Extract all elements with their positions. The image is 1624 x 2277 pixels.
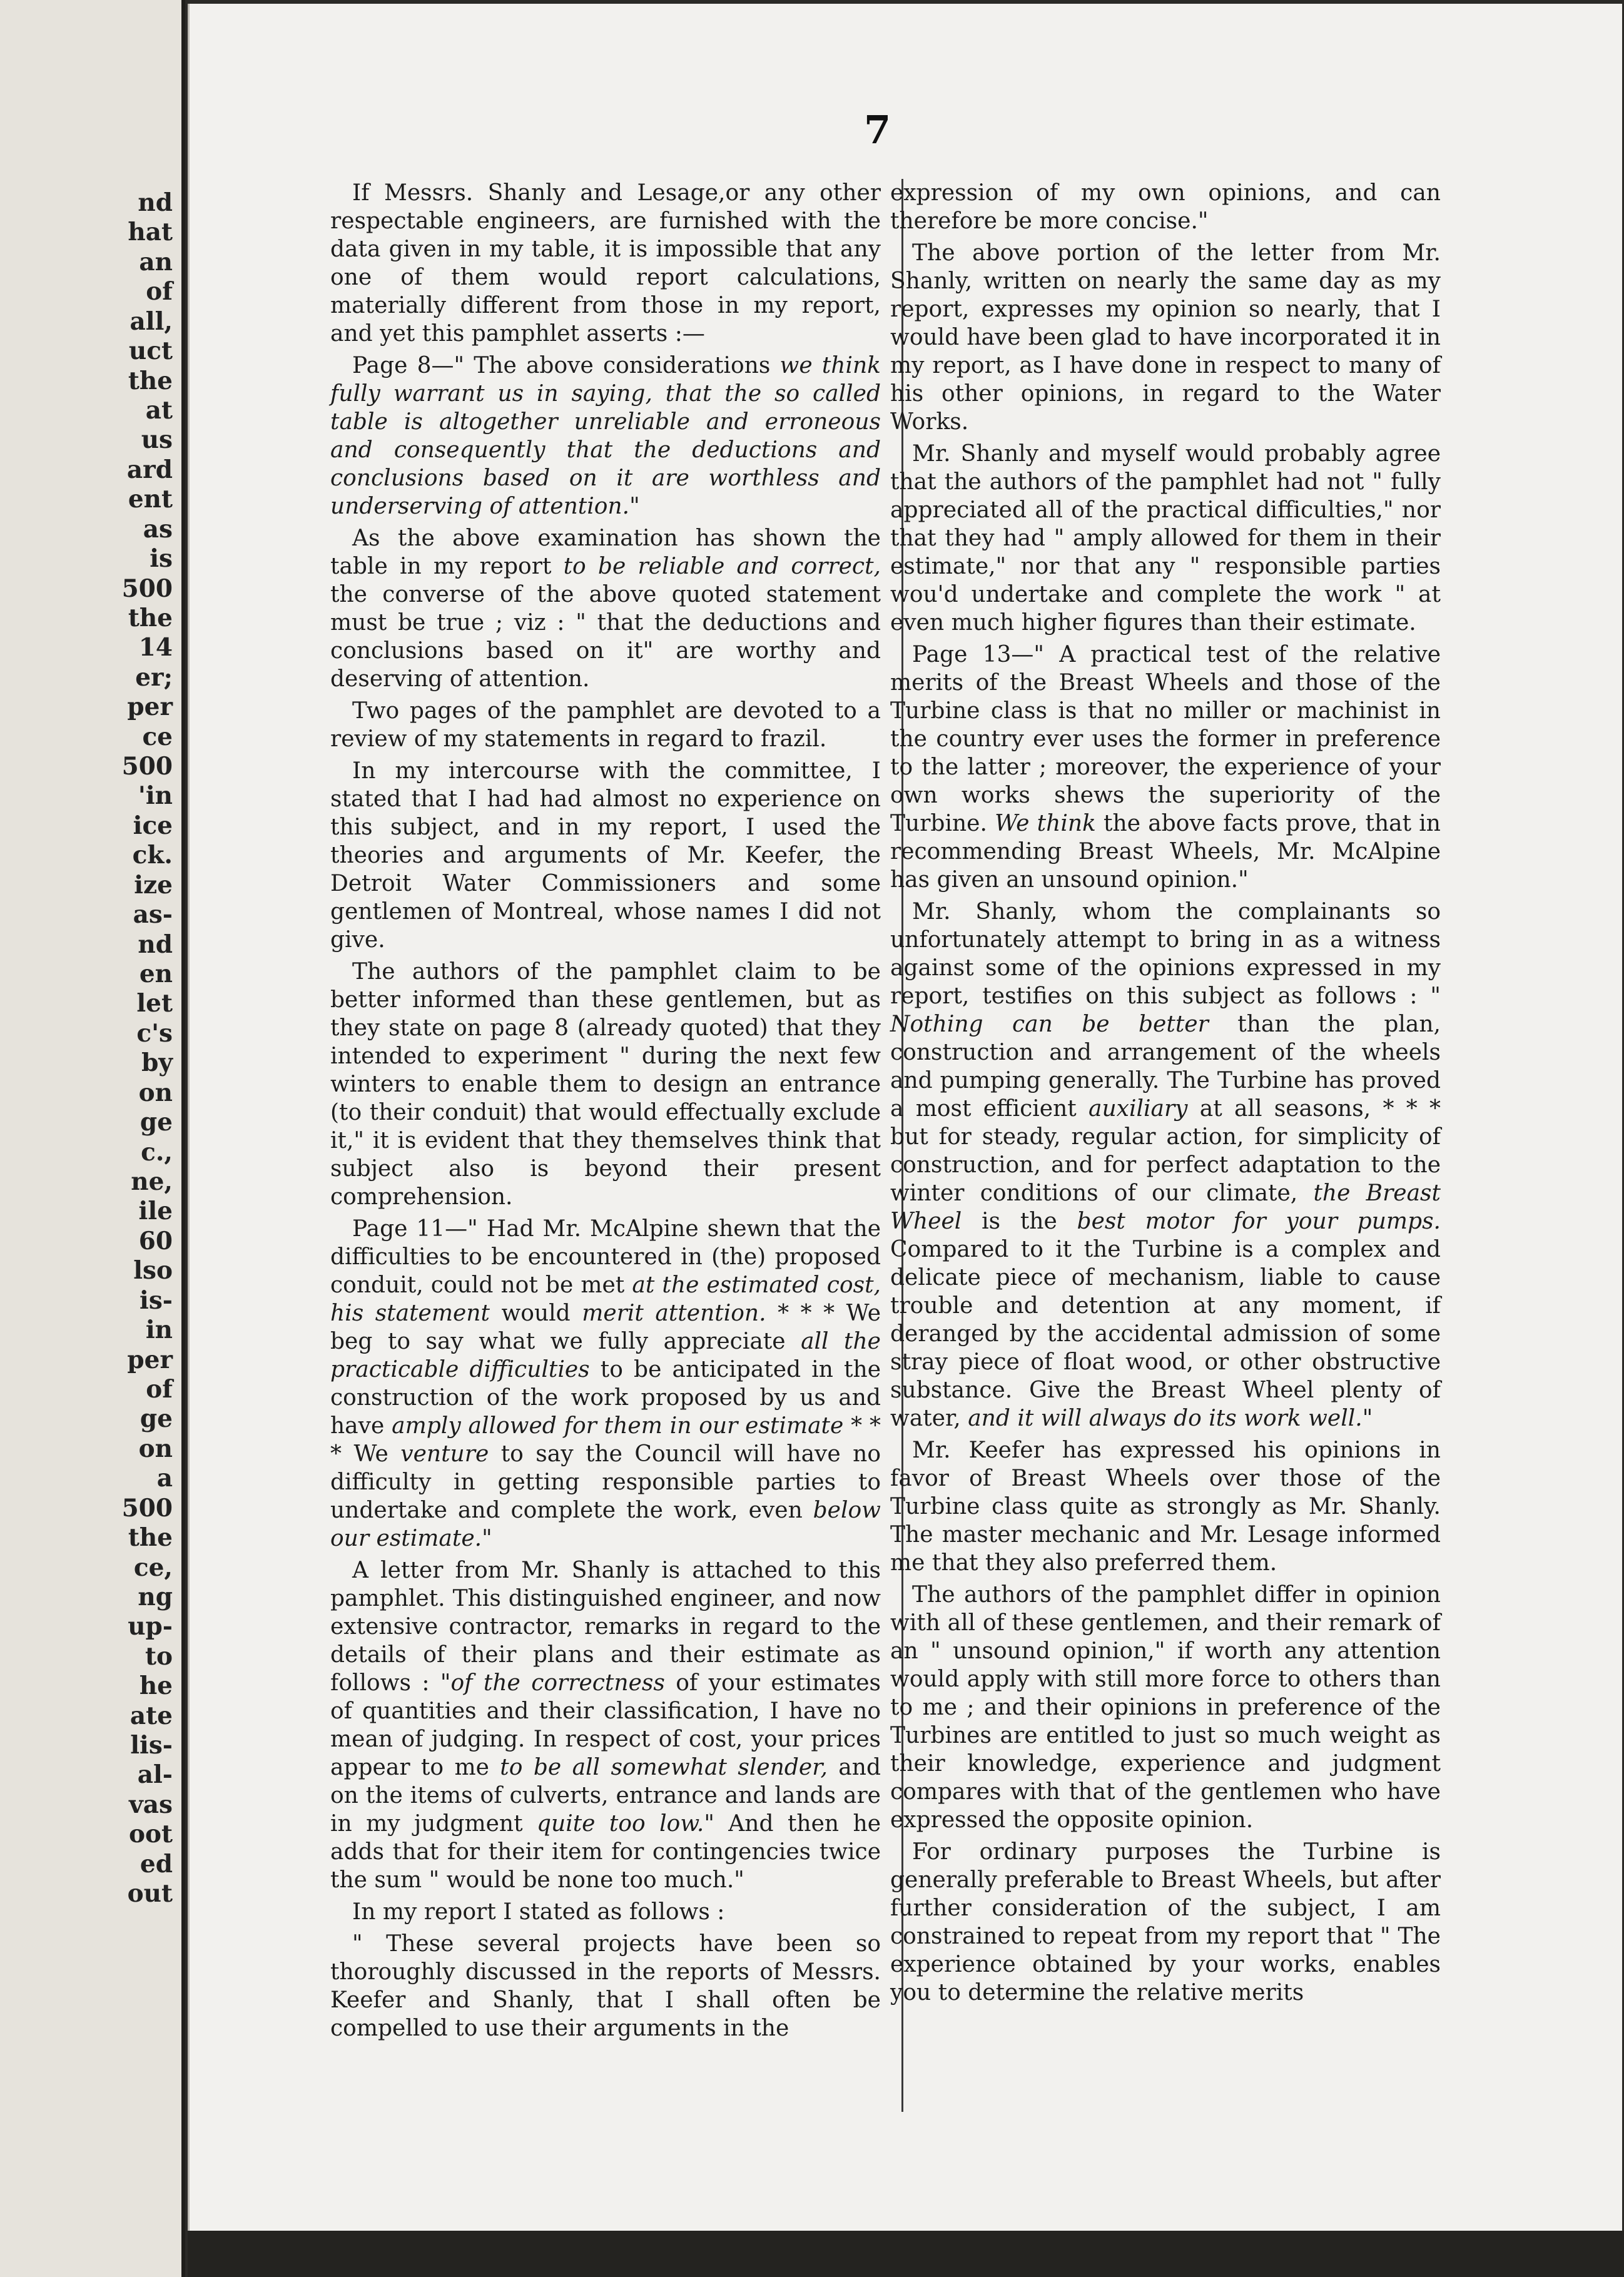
paragraph: [890, 440, 1441, 637]
cut-off-word: ate: [129, 1701, 173, 1730]
italic-text: Nothing can be better: [890, 1012, 1209, 1037]
cut-off-word: ge: [140, 1108, 173, 1137]
text-column-right: [890, 179, 1441, 2011]
text: The authors of the pamphlet claim to be better informed than these gentlemen, but as they state on page 8 (already quoted) that they intended to experiment " during the next few winters to enable them to design an entrance (to their conduit) that would effectually exclude it," it is evident that they themselves think that subject also is beyond their present comprehension.: [330, 959, 881, 1210]
cut-off-word: ce: [142, 723, 173, 751]
text: and on the items of culverts, entrance and lands are in my judgment: [330, 1755, 881, 1837]
text: ": [1362, 1406, 1373, 1431]
italic-text: below our estimate.: [330, 1498, 881, 1551]
cut-off-word: at: [145, 396, 173, 425]
text: " And then he adds that for their item for contingencies twice the sum " would be none too much.": [330, 1811, 881, 1893]
cut-off-word: en: [139, 960, 173, 988]
cut-off-word: let: [136, 989, 173, 1018]
cut-off-word: ck.: [132, 841, 173, 870]
italic-text: auxiliary: [1089, 1096, 1188, 1122]
text: Two pages of the pamphlet are devoted to a review of my statements in regard to frazil.: [330, 698, 881, 752]
page-number: 7: [864, 107, 891, 153]
cut-off-word: as-: [133, 900, 173, 929]
italic-text: venture: [400, 1441, 489, 1467]
italic-text: of the correctness: [450, 1670, 665, 1696]
italic-text: quite too low.: [536, 1811, 704, 1837]
text: * * * We: [330, 1413, 881, 1467]
italic-text: best motor for your pumps.: [1077, 1209, 1441, 1234]
cut-off-word: of: [146, 1375, 173, 1404]
cut-off-word: c's: [136, 1019, 173, 1048]
text: than the plan, construction and arrangement of the wheels and pumping generally. The Turbine has proved a most efficient: [890, 1012, 1441, 1122]
text: Page 8—" The above considerations: [352, 353, 780, 378]
italic-text: all the practicable difficulties: [330, 1329, 881, 1382]
paragraph: [890, 1436, 1441, 1577]
paragraph: [330, 1556, 881, 1894]
cut-off-word: on: [138, 1434, 173, 1463]
cut-off-word: out: [127, 1879, 173, 1908]
paragraph: [890, 1581, 1441, 1834]
text: ": [482, 1526, 492, 1551]
paragraph: [330, 352, 881, 520]
cut-off-word: ize: [134, 871, 173, 900]
cut-off-word: is-: [140, 1286, 173, 1315]
italic-text: we think fully warrant us in saying, that the so called table is altogether unreliable and erroneous and consequently that the deductions and conclusions based on it are worthless and underserving of attention.: [330, 353, 881, 519]
cut-off-word: per: [127, 1346, 173, 1374]
paragraph: [890, 179, 1441, 235]
paragraph: [330, 1215, 881, 1553]
text: at all seasons, * * * but for steady, regular action, for simplicity of construction, and for perfect adaptation to the winter conditions of our climate,: [890, 1096, 1441, 1206]
cut-off-word: he: [139, 1671, 173, 1700]
cut-off-word: ge: [140, 1404, 173, 1433]
text: In my report I stated as follows :: [352, 1899, 725, 1925]
cut-off-word: ed: [140, 1850, 173, 1879]
text: of your estimates of quantities and their classification, I have no mean of judging. In respect of cost, your prices appear to me: [330, 1670, 881, 1780]
text: For ordinary purposes the Turbine is generally preferable to Breast Wheels, but after further consideration of the subject, I am constrained to repeat from my report that " The experience obtained by your works, enables you to determine the relative merits: [890, 1839, 1441, 2006]
italic-text: We think: [995, 811, 1096, 836]
italic-text: the Breast Wheel: [890, 1180, 1441, 1234]
cut-off-word: hat: [128, 218, 173, 246]
cut-off-word: of: [146, 277, 173, 306]
cut-off-word: vas: [129, 1790, 173, 1819]
facing-page-edge: [0, 0, 185, 2277]
italic-text: amply allowed for them in our estimate: [392, 1413, 844, 1439]
paragraph: [330, 757, 881, 954]
text: is the: [962, 1209, 1077, 1234]
cut-off-word: c.,: [141, 1138, 173, 1167]
cut-off-word: er;: [135, 663, 173, 692]
text: If Messrs. Shanly and Lesage,or any other respectable engineers, are furnished with the data given in my table, it is impossible that any one of them would report calculations, materially different from those in my report, and yet this pamphlet asserts :—: [330, 180, 881, 347]
cut-off-word: lso: [133, 1256, 173, 1285]
italic-text: at the estimated cost, his statement: [330, 1272, 881, 1326]
cut-off-word: on: [138, 1078, 173, 1107]
text: the above facts prove, that in recommending Breast Wheels, Mr. McAlpine has given an unsound opinion.": [890, 811, 1441, 893]
text-column-left: [330, 179, 881, 2046]
cut-off-word: ce,: [133, 1553, 173, 1582]
italic-text: merit attention.: [582, 1301, 766, 1326]
cut-off-word: as: [143, 515, 173, 544]
italic-text: to be all somewhat slender,: [500, 1755, 828, 1780]
scan-bottom-edge: [188, 2231, 1624, 2277]
paragraph: [330, 179, 881, 348]
cut-off-word: ent: [128, 485, 173, 514]
cut-off-word: ng: [138, 1583, 173, 1611]
paragraph: [330, 524, 881, 693]
text: Mr. Shanly, whom the complainants so unfortunately attempt to bring in as a witness against some of the opinions expressed in my report, testifies on this subject as follows : ": [890, 899, 1441, 1009]
paragraph: [330, 958, 881, 1211]
text: expression of my own opinions, and can therefore be more concise.": [890, 180, 1441, 234]
cut-off-word: uct: [128, 337, 173, 365]
paragraph: [330, 1898, 881, 1926]
text: Mr. Keefer has expressed his opinions in favor of Breast Wheels over those of the Turbine class quite as strongly as Mr. Shanly. The master mechanic and Mr. Lesage informed me that they also preferred them.: [890, 1438, 1441, 1576]
cut-off-word: per: [127, 692, 173, 721]
cut-off-word: al-: [137, 1760, 173, 1789]
paragraph: [330, 697, 881, 753]
cut-off-word: ne,: [131, 1167, 173, 1196]
cut-off-word: lis-: [130, 1731, 173, 1760]
italic-text: and it will always do its work well.: [968, 1406, 1363, 1431]
cut-off-word: the: [128, 1523, 173, 1552]
cut-off-word: up-: [128, 1612, 173, 1641]
cut-off-word: 'in: [138, 781, 173, 810]
text: * * * We beg to say what we fully appreciate: [330, 1301, 881, 1354]
cut-off-word: by: [141, 1048, 173, 1077]
cut-off-word: an: [139, 248, 173, 276]
cut-off-word: nd: [138, 930, 173, 959]
text: " These several projects have been so thoroughly discussed in the reports of Messrs. Keefer and Shanly, that I shall often be compelled to use their arguments in the: [330, 1931, 881, 2041]
paragraph: [330, 1930, 881, 2042]
italic-text: to be reliable and correct,: [563, 554, 881, 579]
text: In my intercourse with the committee, I stated that I had had almost no experience on this subject, and in my report, I used the theories and arguments of Mr. Keefer, the Detroit Water Commissioners and some gentlemen of Montreal, whose names I did not give.: [330, 758, 881, 953]
text: Compared to it the Turbine is a complex and delicate piece of mechanism, liable to cause trouble and detention at any moment, if deranged by the accidental admission of some stray piece of float wood, or other obstructive substance. Give the Breast Wheel plenty of water,: [890, 1237, 1441, 1431]
text: to be anticipated in the construction of the work proposed by us and have: [330, 1357, 881, 1439]
text: As the above examination has shown the table in my report: [330, 525, 881, 579]
cut-off-word: the: [128, 367, 173, 395]
cut-off-word: a: [156, 1464, 173, 1493]
document-page: [188, 4, 1622, 2231]
text: The authors of the pamphlet differ in opinion with all of these gentlemen, and their remark of an " unsound opinion," if worth any attention would apply with still more force to others than to me ; and their opinions in preference of the Turbines are entitled to just so much weight as their knowledge, experience and judgment compares with that of the gentlemen who have expressed the opposite opinion.: [890, 1582, 1441, 1833]
text: to say the Council will have no difficulty in getting responsible parties to undertake and complete the work, even: [330, 1441, 881, 1523]
cut-off-word: to: [145, 1642, 173, 1671]
cut-off-word: nd: [138, 188, 173, 217]
paragraph: [890, 1838, 1441, 2007]
paragraph: [890, 641, 1441, 894]
cut-off-word: the: [128, 604, 173, 632]
cut-off-word: 14: [138, 633, 173, 662]
cut-off-word: 500: [121, 1494, 173, 1523]
paragraph: [890, 898, 1441, 1433]
text: Page 11—" Had Mr. McAlpine shewn that the difficulties to be encountered in (the) proposed conduit, could not be met: [330, 1216, 881, 1298]
cut-off-word: all,: [129, 307, 173, 336]
cut-off-word: ile: [138, 1197, 173, 1225]
text: ": [629, 494, 640, 519]
text: Mr. Shanly and myself would probably agree that the authors of the pamphlet had not " fully appreciated all of the practical difficulties," nor that they had " amply allowed for them in their estimate," nor that any " responsible parties wou'd undertake and complete the work " at even much higher figures than their estimate.: [890, 441, 1441, 636]
cut-off-word: 500: [121, 574, 173, 603]
text: A letter from Mr. Shanly is attached to this pamphlet. This distinguished engineer, and now extensive contractor, remarks in regard to the details of their plans and their estimate as follows : ": [330, 1558, 881, 1696]
cut-off-word: us: [141, 425, 173, 454]
cut-off-word: oot: [128, 1820, 173, 1848]
cut-off-word: ice: [133, 811, 173, 840]
text: Page 13—" A practical test of the relative merits of the Breast Wheels and those of the Turbine class is that no miller or machinist in the country ever uses the former in preference to the latter ; moreover, the experience of your own works shews the superiority of the Turbine.: [890, 642, 1441, 836]
cut-off-word: is: [150, 544, 173, 573]
text: would: [489, 1301, 582, 1326]
cut-off-word: 60: [138, 1227, 173, 1255]
text: the converse of the above quoted statement must be true ; viz : " that the deductions and conclusions based on it" are worthy and deserving of attention.: [330, 582, 881, 692]
cut-off-word: ard: [126, 455, 173, 484]
paragraph: [890, 239, 1441, 436]
text: The above portion of the letter from Mr. Shanly, written on nearly the same day as my report, expresses my opinion so nearly, that I would have been glad to have incorporated it in my report, as I have done in respect to many of his other opinions, in regard to the Water Works.: [890, 240, 1441, 435]
cut-off-word: in: [145, 1316, 173, 1344]
cut-off-word: 500: [121, 752, 173, 781]
